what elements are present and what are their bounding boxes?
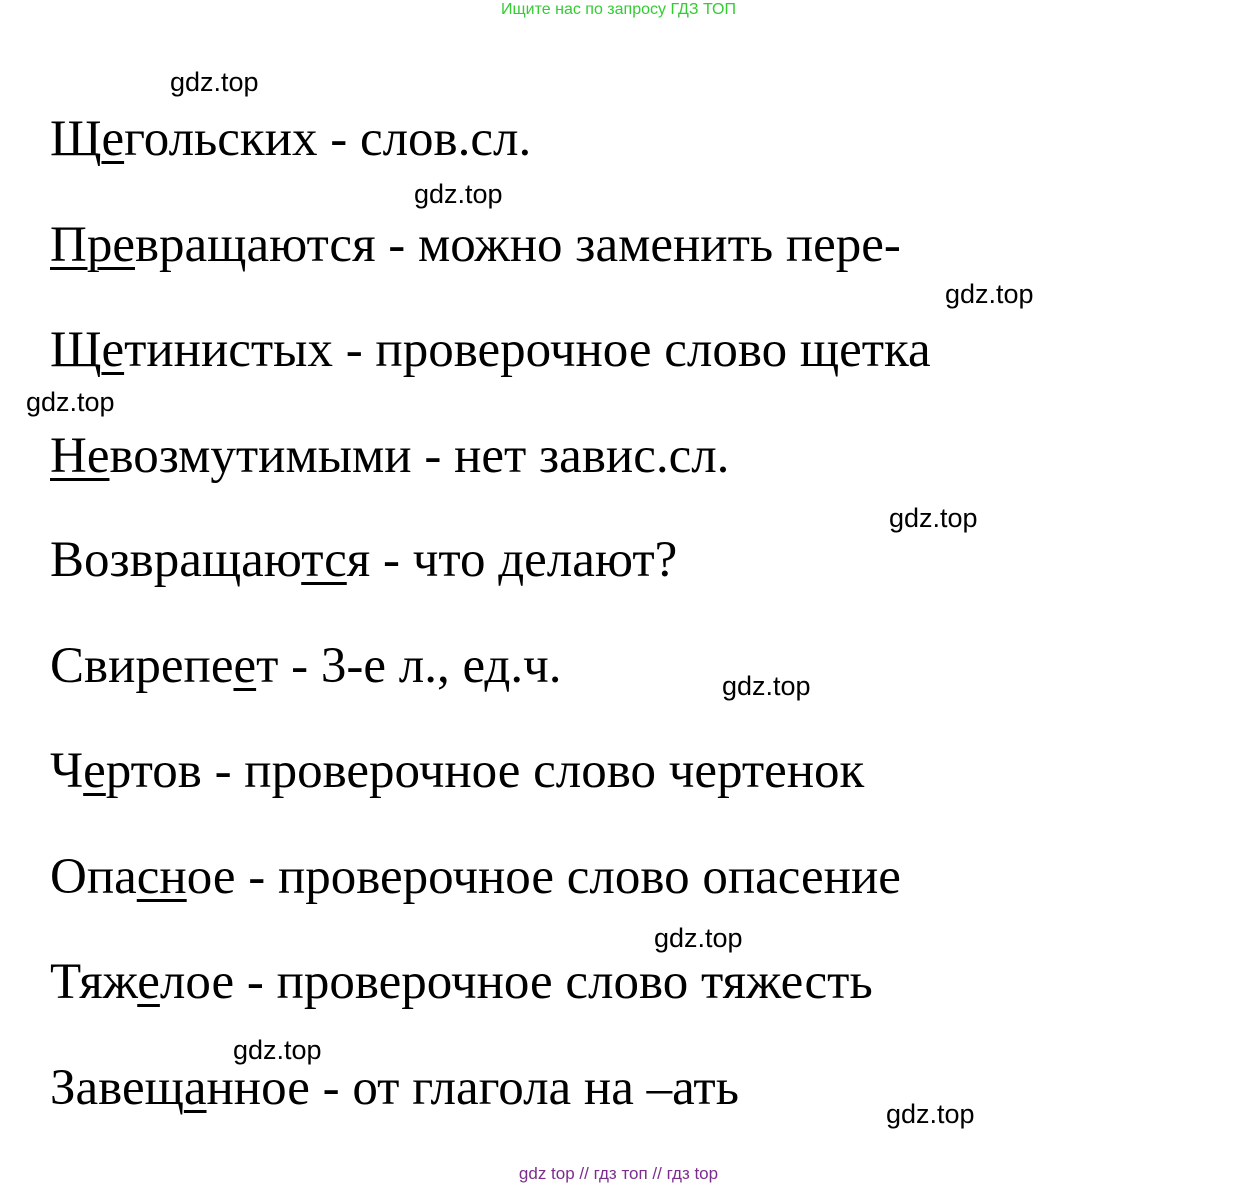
top-banner: Ищите нас по запросу ГДЗ ТОП xyxy=(501,1,736,18)
underlined-letters: тс xyxy=(301,532,347,588)
underlined-letters: е xyxy=(233,638,257,694)
line-text-after: возмутимыми - нет завис.сл. xyxy=(109,428,730,484)
underlined-letters: сн xyxy=(136,849,187,905)
answer-line-5 xyxy=(50,532,678,588)
line-text-before: Ч xyxy=(50,743,84,799)
line-text-before: Опа xyxy=(50,849,137,905)
line-text-after: лое - проверочное слово тяжесть xyxy=(159,954,873,1010)
line-text-before: Свирепе xyxy=(50,638,234,694)
answer-line-1 xyxy=(50,111,532,167)
watermark: gdz.top xyxy=(886,1099,975,1129)
answer-line-10 xyxy=(50,1060,739,1116)
answer-line-4 xyxy=(50,428,730,484)
answer-line-8 xyxy=(50,849,901,905)
answer-line-6 xyxy=(50,638,562,694)
underlined-letters: е xyxy=(101,322,125,378)
answer-line-7 xyxy=(50,743,865,799)
watermark: gdz.top xyxy=(722,671,811,701)
line-text-after: т - 3-е л., ед.ч. xyxy=(256,638,562,694)
watermark: gdz.top xyxy=(26,387,115,417)
watermark: gdz.top xyxy=(889,503,978,533)
underlined-letters: а xyxy=(183,1060,207,1116)
line-text-after: ое - проверочное слово опасение xyxy=(186,849,901,905)
answer-line-2 xyxy=(50,217,901,273)
line-text-before: Тяж xyxy=(50,954,138,1010)
answer-line-3 xyxy=(50,322,931,378)
underlined-letters: Не xyxy=(50,428,110,484)
line-text-after: нное - от глагола на –ать xyxy=(206,1060,739,1116)
watermark: gdz.top xyxy=(170,67,259,97)
line-text-before: Щ xyxy=(50,322,102,378)
watermark: gdz.top xyxy=(233,1035,322,1065)
line-text-after: гольских - слов.сл. xyxy=(124,111,532,167)
footer-links: gdz top // гдз топ // гдз top xyxy=(518,1164,719,1183)
watermark: gdz.top xyxy=(414,179,503,209)
line-text-after: ртов - проверочное слово чертенок xyxy=(105,743,865,799)
answer-line-9 xyxy=(50,954,873,1010)
line-text-before: Завещ xyxy=(50,1060,184,1116)
watermark: gdz.top xyxy=(945,279,1034,309)
watermark: gdz.top xyxy=(654,923,743,953)
line-text-after: вращаются - можно заменить пере- xyxy=(134,217,901,273)
line-text-before: Возвращаю xyxy=(50,532,302,588)
line-text-after: я - что делают? xyxy=(346,532,678,588)
underlined-letters: е xyxy=(137,954,160,1010)
line-text-before: Щ xyxy=(50,111,102,167)
underlined-letters: Пре xyxy=(50,217,135,273)
underlined-letters: е xyxy=(101,111,125,167)
underlined-letters: е xyxy=(83,743,106,799)
line-text-after: тинистых - проверочное слово щетка xyxy=(124,322,931,378)
